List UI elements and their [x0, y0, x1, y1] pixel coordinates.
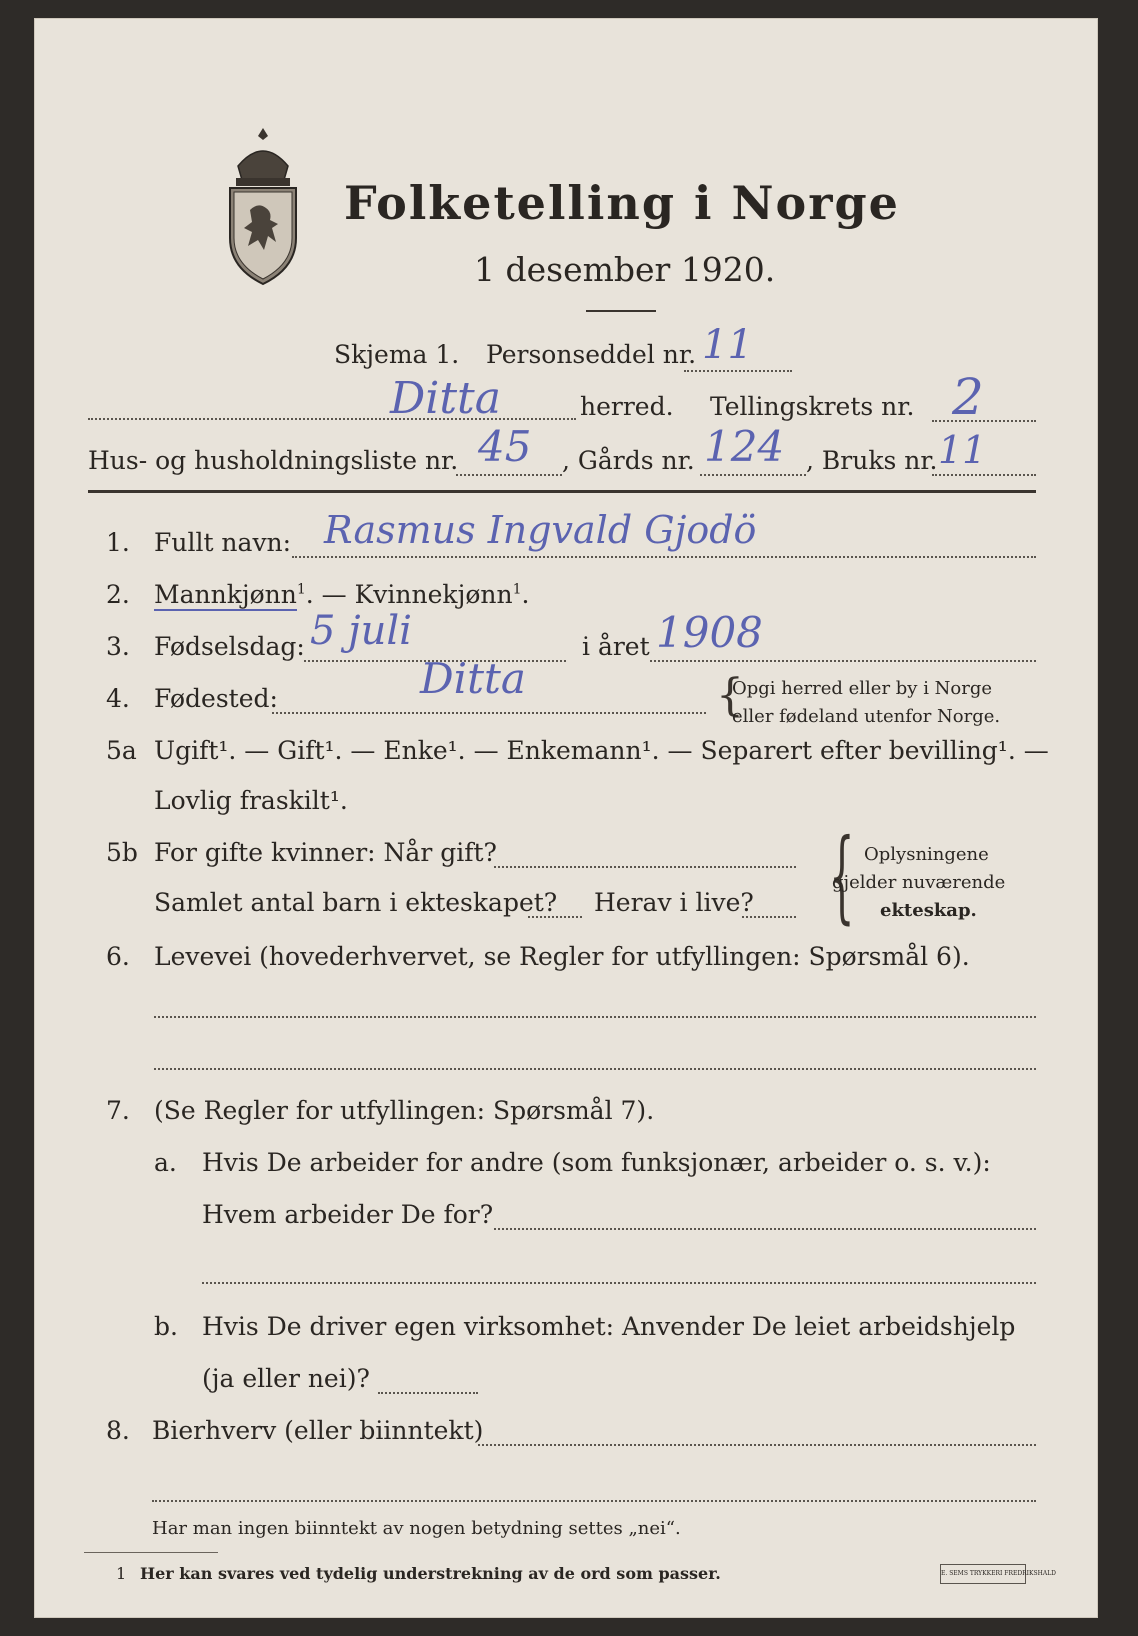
- q7a-line1: Hvis De arbeider for andre (som funksjonær, arbeider o. s. v.):: [202, 1148, 991, 1177]
- birthplace-label: Fødested:: [154, 684, 278, 713]
- birthplace-note-line1: Opgi herred eller by i Norge: [732, 678, 993, 699]
- form-title: Folketelling i Norge: [344, 176, 900, 230]
- q7b-number: b.: [154, 1312, 178, 1341]
- birthplace-note-line2: eller fødeland utenfor Norge.: [732, 706, 1001, 727]
- side-income-label: Bierhverv (eller biinntekt): [152, 1416, 484, 1445]
- married-when-label: For gifte kvinner: Når gift?: [154, 838, 497, 867]
- q8-number: 8.: [106, 1416, 130, 1445]
- footnote-text: Her kan svares ved tydelig understrekning av de ord som passer.: [140, 1564, 721, 1583]
- skjema-label: Skjema 1.: [334, 340, 460, 369]
- q2-number: 2.: [106, 580, 130, 609]
- gender-male: Mannkjønn: [154, 580, 297, 609]
- tellingskrets-value: 2: [952, 368, 984, 426]
- bruks-value: 11: [938, 428, 987, 472]
- q7-label: (Se Regler for utfyllingen: Spørsmål 7).: [154, 1096, 655, 1125]
- q5a-number: 5a: [106, 736, 137, 765]
- marriage-note-line3: ekteskap.: [880, 900, 977, 921]
- gender-female: Kvinnekjønn: [354, 580, 513, 609]
- birthdate-label: Fødselsdag:: [154, 632, 305, 661]
- gards-value: 124: [704, 422, 785, 471]
- footnote-mark: 1: [116, 1564, 127, 1583]
- gender-end: .: [521, 580, 530, 609]
- bruks-label: , Bruks nr.: [806, 446, 938, 475]
- herred-value: Ditta: [390, 373, 501, 424]
- gender-separator: . —: [305, 580, 355, 609]
- marital-status-options: Ugift¹. — Gift¹. — Enke¹. — Enkemann¹. — Separert efter bevilling¹. —: [154, 736, 1049, 765]
- personseddel-label: Personseddel nr.: [486, 340, 697, 369]
- occupation-label: Levevei (hovederhvervet, se Regler for utfyllingen: Spørsmål 6).: [154, 942, 970, 971]
- tellingskrets-label: Tellingskrets nr.: [710, 392, 915, 421]
- full-name-label: Fullt navn:: [154, 528, 292, 557]
- children-alive-label: Herav i live?: [594, 888, 754, 917]
- children-count-label: Samlet antal barn i ekteskapet?: [154, 888, 558, 917]
- q7a-employer-label: Hvem arbeider De for?: [202, 1200, 494, 1229]
- hus-label: Hus- og husholdningsliste nr.: [88, 446, 459, 475]
- full-name-value: Rasmus Ingvald Gjodö: [324, 508, 757, 552]
- census-date: 1 desember 1920.: [474, 250, 776, 289]
- personseddel-value: 11: [702, 322, 753, 368]
- q7b-line1: Hvis De driver egen virksomhet: Anvender De leiet arbeidshjelp: [202, 1312, 1016, 1341]
- birth-year-value: 1908: [656, 608, 763, 657]
- q1-number: 1.: [106, 528, 130, 557]
- q4-number: 4.: [106, 684, 130, 713]
- q3-number: 3.: [106, 632, 130, 661]
- q7-number: 7.: [106, 1096, 130, 1125]
- marriage-note-line1: Oplysningene: [864, 844, 989, 865]
- side-income-note: Har man ingen biinntekt av nogen betydning settes „nei“.: [152, 1518, 681, 1539]
- marital-status-divorced: Lovlig fraskilt¹.: [154, 786, 348, 815]
- birth-year-label: i året: [582, 632, 650, 661]
- gender-options: Mannkjønn$^1$. — Kvinnekjønn$^1$.: [154, 580, 530, 609]
- census-form-page: Folketelling i Norge 1 desember 1920. Skjema 1. Personseddel nr. 11 Ditta herred. Tellingskrets nr. 2 Hus- og husholdningsliste nr. 45 , Gårds nr. 124 , Bruks nr. 11 1. Fullt navn: Rasmus Ingvald Gjodö 2. Mannkjønn$^1$. — Kvinnekjønn$^1$. 3. Fødselsdag: 5 juli i året 1908 4. Fødested: Ditta { Opgi herred eller by i Norge eller fødeland utenfor Norge. 5a Ugift¹. — Gift¹. — Enke¹. — Enkemann¹. — Separert efter bevilling¹. — Lovlig fraskilt¹. 5b For gifte kvinner: Når gift? Samlet antal barn i ekteskapet? Herav i live? { Oplysningene gjelder nuværende ekteskap. 6. Levevei (hovederhvervet, se Regler for utfyllingen: Spørsmål 6). 7. (Se Regler for utfyllingen: Spørsmål 7). a. Hvis De arbeider for andre (som funksjonær, arbeider o. s. v.): Hvem arbeider De for? b. Hvis De driver egen virksomhet: Anvender De leiet arbeidshjelp (ja eller nei)? 8. Bierhverv (eller biinntekt) Har man ingen biinntekt av nogen betydning settes „nei“. 1 Her kan svares ved tydelig understrekning av de ord som passer. E. SEMS TRYKKERI FREDRIKSHALD: [34, 18, 1098, 1618]
- q6-number: 6.: [106, 942, 130, 971]
- birthdate-value: 5 juli: [310, 608, 412, 654]
- coat-of-arms-icon: [220, 126, 306, 286]
- birthplace-value: Ditta: [420, 654, 526, 703]
- q7a-number: a.: [154, 1148, 177, 1177]
- marriage-note-line2: gjelder nuværende: [832, 872, 1006, 893]
- gards-label: , Gårds nr.: [562, 446, 695, 475]
- printer-stamp: E. SEMS TRYKKERI FREDRIKSHALD: [940, 1564, 1026, 1584]
- q5b-number: 5b: [106, 838, 138, 867]
- hus-value: 45: [478, 422, 532, 471]
- herred-label: herred.: [580, 392, 674, 421]
- q7b-hired-help-label: (ja eller nei)?: [202, 1364, 370, 1393]
